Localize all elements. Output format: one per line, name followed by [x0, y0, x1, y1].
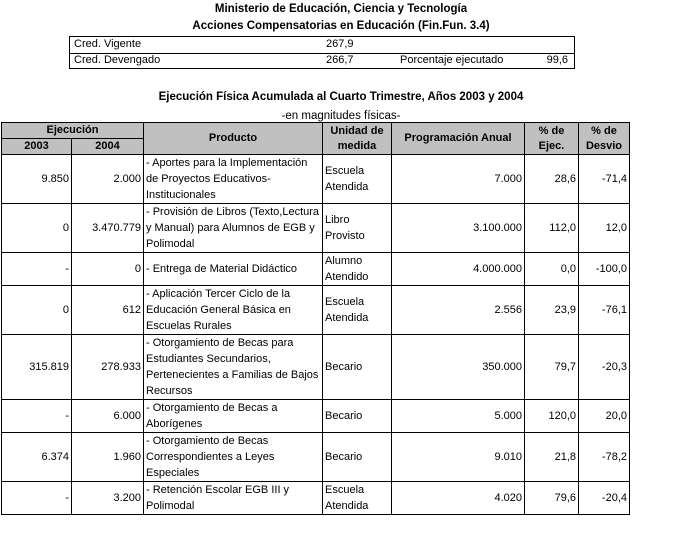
cell-unidad: Alumno Atendido [323, 253, 392, 286]
credit-summary-box [69, 36, 575, 69]
cell-unidad: Escuela Atendida [323, 155, 392, 204]
cell-pct-desvio: -71,4 [579, 155, 630, 204]
cell-2003: - [2, 400, 72, 433]
cell-producto: - Otorgamiento de Becas Correspondientes a Leyes Especiales [144, 433, 323, 482]
col-header-pct-ejec: % de Ejec. [525, 123, 579, 155]
cell-2004: 3.470.779 [72, 204, 144, 253]
table-row [2, 482, 630, 515]
credit-vigente-label: Cred. Vigente [74, 38, 142, 50]
col-header-ejecucion: Ejecución [2, 123, 144, 139]
cell-2003: - [2, 482, 72, 515]
cell-programacion: 2.556 [392, 286, 525, 335]
table-row [2, 204, 630, 253]
credit-vigente-value: 267,9 [326, 38, 354, 50]
cell-pct-ejec: 79,7 [525, 335, 579, 400]
cell-pct-desvio: -78,2 [579, 433, 630, 482]
cell-pct-ejec: 112,0 [525, 204, 579, 253]
cell-programacion: 3.100.000 [392, 204, 525, 253]
cell-2004: 1.960 [72, 433, 144, 482]
cell-pct-desvio: 12,0 [579, 204, 630, 253]
cell-2004: 612 [72, 286, 144, 335]
cell-2004: 6.000 [72, 400, 144, 433]
ministry-title: Ministerio de Educación, Ciencia y Tecnología [214, 3, 468, 15]
cell-programacion: 4.000.000 [392, 253, 525, 286]
table-row [2, 253, 630, 286]
cell-2003: 315.819 [2, 335, 72, 400]
col-header-producto: Producto [144, 123, 323, 155]
cell-producto: - Otorgamiento de Becas a Aborígenes [144, 400, 323, 433]
col-header-pct-desvio: % de Desvio [579, 123, 630, 155]
col-header-2003: 2003 [2, 139, 72, 155]
cell-pct-ejec: 28,6 [525, 155, 579, 204]
table-row [2, 400, 630, 433]
cell-2003: 6.374 [2, 433, 72, 482]
cell-2004: 0 [72, 253, 144, 286]
table-row [2, 286, 630, 335]
table-row [2, 155, 630, 204]
cell-pct-ejec: 0,0 [525, 253, 579, 286]
cell-2004: 278.933 [72, 335, 144, 400]
section-title: Ejecución Física Acumulada al Cuarto Trimestre, Años 2003 y 2004 [158, 91, 524, 103]
cell-unidad: Libro Provisto [323, 204, 392, 253]
cell-2004: 2.000 [72, 155, 144, 204]
cell-pct-desvio: -20,3 [579, 335, 630, 400]
cell-pct-desvio: -20,4 [579, 482, 630, 515]
cell-producto: - Aplicación Tercer Ciclo de la Educación General Básica en Escuelas Rurales [144, 286, 323, 335]
cell-pct-desvio: 20,0 [579, 400, 630, 433]
section-subtitle: -en magnitudes físicas- [281, 110, 401, 122]
col-header-unidad: Unidad de medida [323, 123, 392, 155]
credit-devengado-label: Cred. Devengado [74, 54, 161, 66]
program-title: Acciones Compensatorias en Educación (Fin.Fun. 3.4) [192, 20, 490, 32]
cell-2004: 3.200 [72, 482, 144, 515]
cell-producto: - Entrega de Material Didáctico [144, 253, 323, 286]
cell-programacion: 7.000 [392, 155, 525, 204]
credit-devengado-value: 266,7 [326, 54, 354, 66]
cell-pct-desvio: -100,0 [579, 253, 630, 286]
cell-pct-ejec: 120,0 [525, 400, 579, 433]
credit-vigente-row [70, 37, 574, 54]
cell-2003: 0 [2, 204, 72, 253]
table-row [2, 433, 630, 482]
cell-programacion: 350.000 [392, 335, 525, 400]
table-row [2, 335, 630, 400]
cell-pct-ejec: 79,6 [525, 482, 579, 515]
cell-programacion: 4.020 [392, 482, 525, 515]
percent-executed-value: 99,6 [546, 54, 568, 66]
cell-2003: 0 [2, 286, 72, 335]
cell-producto: - Otorgamiento de Becas para Estudiantes Secundarios, Pertenecientes a Familias de Bajos Recursos [144, 335, 323, 400]
cell-unidad: Becario [323, 335, 392, 400]
percent-executed-label: Porcentaje ejecutado [400, 54, 504, 66]
col-header-programacion: Programación Anual [392, 123, 525, 155]
cell-producto: - Provisión de Libros (Texto,Lectura y Manual) para Alumnos de EGB y Polimodal [144, 204, 323, 253]
cell-pct-ejec: 21,8 [525, 433, 579, 482]
cell-unidad: Becario [323, 433, 392, 482]
cell-unidad: Escuela Atendida [323, 286, 392, 335]
credit-devengado-row [70, 53, 574, 69]
cell-2003: - [2, 253, 72, 286]
cell-programacion: 9.010 [392, 433, 525, 482]
cell-producto: - Retención Escolar EGB III y Polimodal [144, 482, 323, 515]
cell-programacion: 5.000 [392, 400, 525, 433]
col-header-2004: 2004 [72, 139, 144, 155]
cell-2003: 9.850 [2, 155, 72, 204]
cell-pct-desvio: -76,1 [579, 286, 630, 335]
cell-unidad: Escuela Atendida [323, 482, 392, 515]
cell-unidad: Becario [323, 400, 392, 433]
cell-pct-ejec: 23,9 [525, 286, 579, 335]
execution-table [1, 122, 630, 515]
cell-producto: - Aportes para la Implementación de Proyectos Educativos-Institucionales [144, 155, 323, 204]
